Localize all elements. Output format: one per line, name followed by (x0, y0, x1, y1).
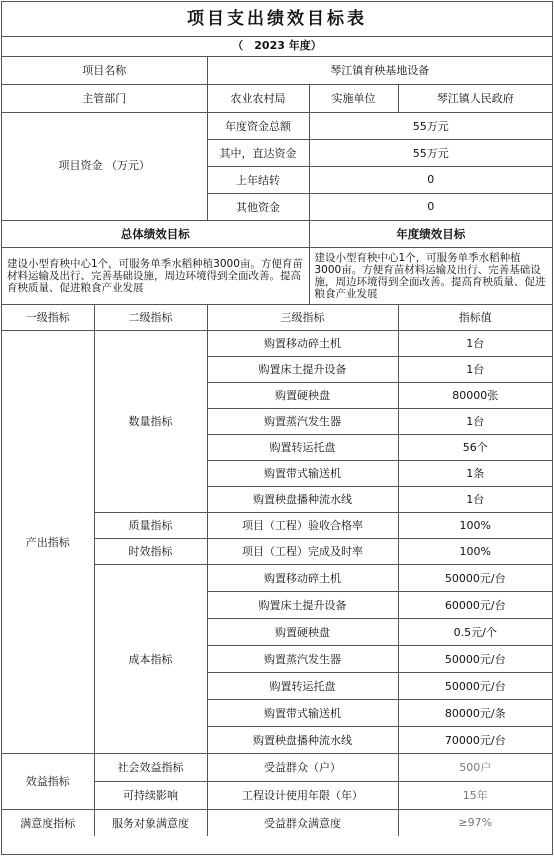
dept-value: 农业农村局 (207, 84, 309, 112)
benefit-indicator-label: 效益指标 (2, 753, 94, 809)
indicator-name: 购置床土提升设备 (207, 356, 398, 382)
indicator-value: 100% (398, 512, 552, 538)
indicator-name: 项目（工程）完成及时率 (207, 538, 398, 564)
indicator-value: 60000元/台 (398, 591, 552, 618)
indicator-name: 购置移动碎土机 (207, 330, 398, 356)
indicator-value: 80000张 (398, 382, 552, 408)
indicator-name: 工程设计使用年限（年） (207, 781, 398, 809)
annual-goal-label: 年度绩效目标 (309, 220, 552, 247)
indicator-name: 购置蒸汽发生器 (207, 645, 398, 672)
funds-row-label: 年度资金总额 (207, 112, 309, 139)
indicator-value: 15年 (398, 781, 552, 809)
goals-text-row (2, 247, 552, 304)
performance-target-form (1, 1, 553, 855)
level1-header: 一级指标 (2, 304, 94, 330)
indicator-value: 100% (398, 538, 552, 564)
indicator-name: 购置硬秧盘 (207, 382, 398, 408)
dept-label: 主管部门 (2, 84, 207, 112)
goals-header-row (2, 220, 552, 247)
indicator-value: 50000元/台 (398, 672, 552, 699)
quantity-indicator-label: 数量指标 (94, 330, 207, 512)
indicator-value: 1台 (398, 486, 552, 512)
indicator-name: 购置硬秧盘 (207, 618, 398, 645)
overall-goal-label: 总体绩效目标 (2, 220, 309, 247)
level2-header: 二级指标 (94, 304, 207, 330)
indicator-value: 50000元/台 (398, 564, 552, 591)
indicator-name: 购置秧盘播种流水线 (207, 726, 398, 753)
output-indicator-label: 产出指标 (2, 330, 94, 753)
indicator-name: 购置转运托盘 (207, 434, 398, 460)
indicator-name: 购置床土提升设备 (207, 591, 398, 618)
value-header: 指标值 (398, 304, 552, 330)
indicator-name: 受益群众（户） (207, 753, 398, 781)
year-line: （ 2023 年度） (2, 36, 552, 57)
department-row (2, 84, 552, 112)
sustain-impact-label: 可持续影响 (94, 781, 207, 809)
indicator-name: 购置带式输送机 (207, 460, 398, 486)
cost-indicator-label: 成本指标 (94, 564, 207, 753)
satisfaction-indicator-label: 满意度指标 (2, 809, 94, 836)
project-name-value: 琴江镇育秧基地设备 (207, 56, 552, 84)
indicator-value: ≥97% (398, 809, 552, 836)
indicator-name: 受益群众满意度 (207, 809, 398, 836)
indicator-value: 70000元/台 (398, 726, 552, 753)
indicator-name: 购置转运托盘 (207, 672, 398, 699)
indicator-row (2, 330, 552, 356)
indicator-name: 购置蒸汽发生器 (207, 408, 398, 434)
service-satisfaction-label: 服务对象满意度 (94, 809, 207, 836)
social-benefit-label: 社会效益指标 (94, 753, 207, 781)
target-table (2, 56, 552, 836)
indicator-value: 1台 (398, 356, 552, 382)
indicator-value: 1条 (398, 460, 552, 486)
funds-row-value: 0 (309, 193, 552, 220)
impl-label: 实施单位 (309, 84, 398, 112)
indicator-value: 50000元/台 (398, 645, 552, 672)
overall-goal-text: 建设小型育秧中心1个，可服务单季水稻种植3000亩。方便育苗材料运输及出行、完善基础设施，周边环境得到全面改善。提高育秧质量、促进粮食产业发展 (2, 247, 309, 304)
funds-label: 项目资金 （万元） (2, 112, 207, 220)
funds-row-value: 55万元 (309, 139, 552, 166)
indicator-value: 1台 (398, 408, 552, 434)
funds-row (2, 112, 552, 139)
indicator-header-row (2, 304, 552, 330)
indicator-value: 500户 (398, 753, 552, 781)
form-title: 项目支出绩效目标表 (2, 2, 552, 37)
indicator-row (2, 753, 552, 781)
indicator-name: 购置秧盘播种流水线 (207, 486, 398, 512)
funds-row-value: 55万元 (309, 112, 552, 139)
indicator-name: 购置移动碎土机 (207, 564, 398, 591)
quality-indicator-label: 质量指标 (94, 512, 207, 538)
project-name-label: 项目名称 (2, 56, 207, 84)
funds-row-label: 上年结转 (207, 166, 309, 193)
annual-goal-text: 建设小型育秧中心1个，可服务单季水稻种植3000亩。方便育苗材料运输及出行、完善基础设施，周边环境得到全面改善。提高育秧质量、促进粮食产业发展 (309, 247, 552, 304)
indicator-value: 80000元/条 (398, 699, 552, 726)
indicator-name: 项目（工程）验收合格率 (207, 512, 398, 538)
level3-header: 三级指标 (207, 304, 398, 330)
funds-row-label: 其他资金 (207, 193, 309, 220)
indicator-value: 0.5元/个 (398, 618, 552, 645)
project-name-row (2, 56, 552, 84)
funds-row-label: 其中，直达资金 (207, 139, 309, 166)
indicator-name: 购置带式输送机 (207, 699, 398, 726)
timeliness-indicator-label: 时效指标 (94, 538, 207, 564)
indicator-value: 56个 (398, 434, 552, 460)
indicator-row (2, 809, 552, 836)
impl-value: 琴江镇人民政府 (398, 84, 552, 112)
funds-row-value: 0 (309, 166, 552, 193)
indicator-value: 1台 (398, 330, 552, 356)
